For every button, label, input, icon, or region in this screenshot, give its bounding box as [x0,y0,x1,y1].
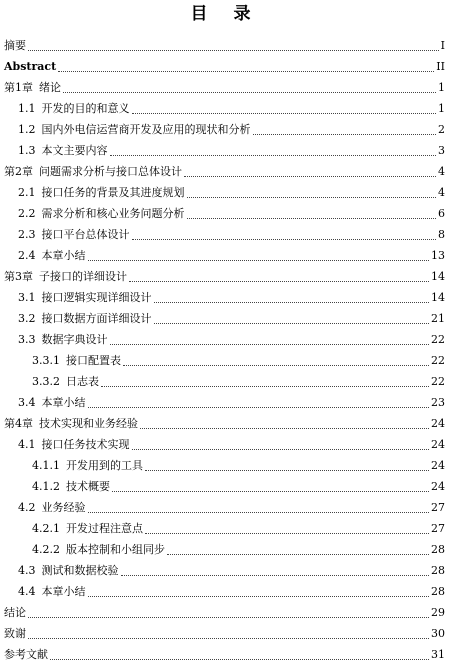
dot-leader [50,659,429,660]
dot-leader [184,176,436,177]
toc-entry-number: 2.1 [18,186,36,199]
dot-leader [121,575,430,576]
toc-entry-page-number: 24 [431,438,445,451]
toc-entry-page-number: 24 [431,459,445,472]
toc-entry[interactable] [0,602,451,623]
toc-entry-page-number: 28 [431,585,445,598]
toc-entry[interactable] [0,161,451,182]
toc-entry-title: 开发过程注意点 [66,522,143,535]
toc-entry-title: 本文主要内容 [41,144,108,157]
toc-entry-title: 摘要 [4,39,26,52]
toc-entry[interactable] [0,182,451,203]
toc-entry-title: 子接口的详细设计 [39,270,127,283]
toc-entry[interactable] [0,539,451,560]
toc-entry[interactable] [0,119,451,140]
dot-leader [145,533,429,534]
toc-entry-page-number: 14 [431,270,445,283]
table-of-contents [0,35,451,665]
toc-entry-title: 测试和数据校验 [41,564,119,577]
toc-entry-number: 1.2 [18,123,36,136]
toc-entry[interactable] [0,581,451,602]
toc-entry-page-number: 27 [431,522,445,535]
toc-entry-page-number: 22 [431,333,445,346]
toc-entry-number: 3.2 [18,312,36,325]
toc-entry-page-number: 4 [438,165,445,178]
dot-leader [88,260,430,261]
dot-leader [58,71,434,72]
toc-entry[interactable] [0,560,451,581]
toc-entry-title: 问题需求分析与接口总体设计 [39,165,182,178]
toc-entry-title: 绪论 [39,81,61,94]
dot-leader [63,92,436,93]
toc-entry-number: 3.4 [18,396,36,409]
toc-entry[interactable] [0,644,451,665]
dot-leader [110,155,437,156]
toc-entry[interactable] [0,35,451,56]
toc-entry[interactable] [0,266,451,287]
dot-leader [132,113,437,114]
toc-entry-number: 4.4 [18,585,36,598]
toc-entry-page-number: 24 [431,417,445,430]
toc-entry-page-number: 13 [431,249,445,262]
toc-entry-page-number: 2 [438,123,445,136]
dot-leader [28,638,429,639]
dot-leader [110,344,430,345]
toc-entry-page-number: 3 [438,144,445,157]
toc-entry-page-number: 30 [431,627,445,640]
toc-entry-number: 1.1 [18,102,36,115]
toc-entry-title: 接口数据方面详细设计 [41,312,152,325]
toc-entry[interactable] [0,56,451,77]
dot-leader [145,470,429,471]
toc-entry[interactable] [0,434,451,455]
toc-entry-number: 3.3.1 [32,354,60,367]
toc-entry[interactable] [0,392,451,413]
toc-entry-number: 3.3 [18,333,36,346]
toc-entry[interactable] [0,350,451,371]
toc-entry-page-number: 14 [431,291,445,304]
toc-entry-title: 接口配置表 [66,354,121,367]
toc-entry-page-number: 6 [438,207,445,220]
toc-entry-title: 接口任务技术实现 [41,438,130,451]
dot-leader [140,428,429,429]
toc-entry-title: 结论 [4,606,26,619]
toc-entry[interactable] [0,476,451,497]
toc-entry[interactable] [0,518,451,539]
toc-entry-number: 3.3.2 [32,375,60,388]
toc-entry[interactable] [0,224,451,245]
toc-entry-number: 4.2.2 [32,543,60,556]
toc-entry-page-number: 29 [431,606,445,619]
toc-entry-title: 致谢 [4,627,26,640]
dot-leader [28,617,429,618]
toc-entry[interactable] [0,98,451,119]
toc-entry[interactable] [0,245,451,266]
toc-entry[interactable] [0,497,451,518]
toc-entry-title: 日志表 [66,375,99,388]
dot-leader [123,365,429,366]
toc-entry-number: 4.2 [18,501,36,514]
toc-entry-page-number: 31 [431,648,445,661]
dot-leader [88,512,430,513]
toc-entry[interactable] [0,77,451,98]
toc-entry-number: 4.1 [18,438,36,451]
toc-entry[interactable] [0,287,451,308]
toc-entry-number: 1.3 [18,144,36,157]
toc-entry-title: 接口逻辑实现详细设计 [41,291,152,304]
toc-entry-page-number: 21 [431,312,445,325]
toc-entry-number: 4.1.1 [32,459,60,472]
toc-entry-page-number: I [440,39,445,52]
toc-entry-title: 技术实现和业务经验 [39,417,138,430]
toc-entry-title: 接口任务的背景及其进度规划 [41,186,185,199]
dot-leader [187,218,437,219]
toc-entry-page-number: 1 [438,102,445,115]
toc-entry-page-number: II [436,60,445,73]
dot-leader [88,407,430,408]
dot-leader [88,596,430,597]
toc-entry-title: 本章小结 [41,585,86,598]
toc-entry-title: 开发用到的工具 [66,459,143,472]
toc-entry-number: 2.2 [18,207,36,220]
toc-entry-title: 需求分析和核心业务问题分析 [41,207,185,220]
toc-entry-page-number: 27 [431,501,445,514]
toc-entry[interactable] [0,455,451,476]
dot-leader [132,449,430,450]
toc-entry-number: 2.3 [18,228,36,241]
toc-entry-title: 接口平台总体设计 [41,228,130,241]
dot-leader [132,239,437,240]
toc-entry-number: 第1章 [4,81,33,94]
toc-entry-title: 数据字典设计 [41,333,108,346]
toc-entry[interactable] [0,371,451,392]
toc-entry-title: 本章小结 [41,249,86,262]
toc-entry-number: 第4章 [4,417,33,430]
toc-entry-title: 参考文献 [4,648,48,661]
toc-entry[interactable] [0,329,451,350]
toc-entry-page-number: 8 [438,228,445,241]
toc-entry-title: 技术概要 [66,480,110,493]
toc-entry-number: 3.1 [18,291,36,304]
toc-entry-page-number: 1 [438,81,445,94]
toc-entry-title: Abstract [4,60,57,73]
toc-entry-number: 2.4 [18,249,36,262]
toc-entry-number: 4.2.1 [32,522,60,535]
toc-entry-title: 业务经验 [41,501,86,514]
toc-entry[interactable] [0,140,451,161]
toc-entry-page-number: 4 [438,186,445,199]
toc-entry-title: 开发的目的和意义 [41,102,130,115]
page-title: 目 录 [190,4,261,24]
dot-leader [28,50,439,51]
toc-entry-page-number: 22 [431,375,445,388]
dot-leader [253,134,437,135]
toc-entry[interactable] [0,623,451,644]
dot-leader [129,281,429,282]
toc-entry-number: 4.3 [18,564,36,577]
dot-leader [112,491,429,492]
toc-entry[interactable] [0,203,451,224]
dot-leader [187,197,437,198]
toc-entry-number: 4.1.2 [32,480,60,493]
dot-leader [167,554,429,555]
toc-entry-title: 版本控制和小组同步 [66,543,165,556]
dot-leader [101,386,429,387]
toc-entry[interactable] [0,308,451,329]
toc-entry-title: 国内外电信运营商开发及应用的现状和分析 [41,123,251,136]
dot-leader [154,302,430,303]
dot-leader [154,323,430,324]
toc-entry-page-number: 28 [431,543,445,556]
toc-entry-number: 第3章 [4,270,33,283]
toc-entry-page-number: 28 [431,564,445,577]
toc-entry-page-number: 24 [431,480,445,493]
toc-entry-page-number: 22 [431,354,445,367]
toc-entry-number: 第2章 [4,165,33,178]
toc-entry[interactable] [0,413,451,434]
toc-entry-page-number: 23 [431,396,445,409]
toc-entry-title: 本章小结 [41,396,86,409]
